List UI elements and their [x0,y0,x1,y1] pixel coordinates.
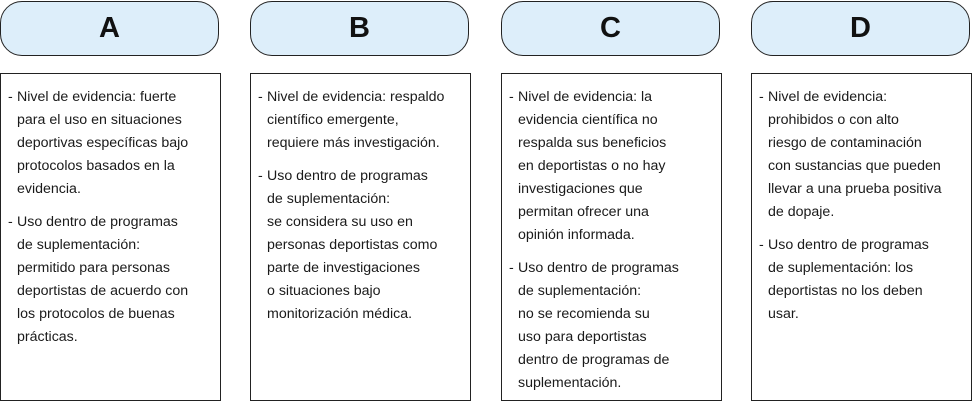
column-a [0,0,222,402]
column-c [501,0,723,402]
evidence-level-text: Nivel de evidencia: fuerte para el uso en situaciones deportivas específicas bajo protocolos basados en la evidencia. [17,89,189,197]
evidence-level-item [759,86,963,224]
category-b-description-box [250,73,471,401]
category-a-header [0,1,219,56]
evidence-level-item [509,86,713,247]
category-b-letter: B [349,12,370,44]
evidence-level-text: Nivel de evidencia: la evidencia científica no respalda sus beneficios en deportistas o no hay investigaciones que permitan ofrecer una opinión informada. [518,89,667,243]
bullet-dash: - [8,214,13,230]
evidence-level-item [258,86,462,155]
category-c-description-box [501,73,722,401]
supplementation-use-text: Uso dentro de programas de suplementación: se considera su uso en personas deportistas como parte de investigaciones o situaciones bajo monitorización médica. [267,168,438,322]
category-a-letter: A [99,12,120,44]
category-d-header [751,1,970,56]
category-c-letter: C [600,12,621,44]
supplementation-use-text: Uso dentro de programas de suplementación: los deportistas no los deben usar. [768,237,929,322]
category-d-letter: D [850,12,871,44]
evidence-level-text: Nivel de evidencia: respaldo científico emergente, requiere más investigación. [267,89,445,151]
category-c-header [501,1,720,56]
bullet-dash: - [759,89,764,105]
evidence-level-item [8,86,212,201]
bullet-dash: - [509,260,514,276]
supplementation-use-item [509,257,713,395]
bullet-dash: - [759,237,764,253]
bullet-dash: - [8,89,13,105]
supplementation-use-text: Uso dentro de programas de suplementación: permitido para personas deportistas de acuerdo con los protocolos de buenas prácticas. [17,214,189,345]
bullet-dash: - [258,168,263,184]
bullet-dash: - [258,89,263,105]
supplementation-use-item [759,234,963,326]
category-a-description-box [0,73,221,401]
supplementation-use-item [258,165,462,326]
column-b [250,0,472,402]
bullet-dash: - [509,89,514,105]
column-d [751,0,973,402]
supplementation-use-item [8,211,212,349]
evidence-level-text: Nivel de evidencia: prohibidos o con alto riesgo de contaminación con sustancias que pueden llevar a una prueba positiva de dopaje. [768,89,942,220]
category-b-header [250,1,469,56]
category-d-description-box [751,73,972,401]
supplementation-use-text: Uso dentro de programas de suplementación: no se recomienda su uso para deportistas dentro de programas de suplementación. [518,260,679,391]
